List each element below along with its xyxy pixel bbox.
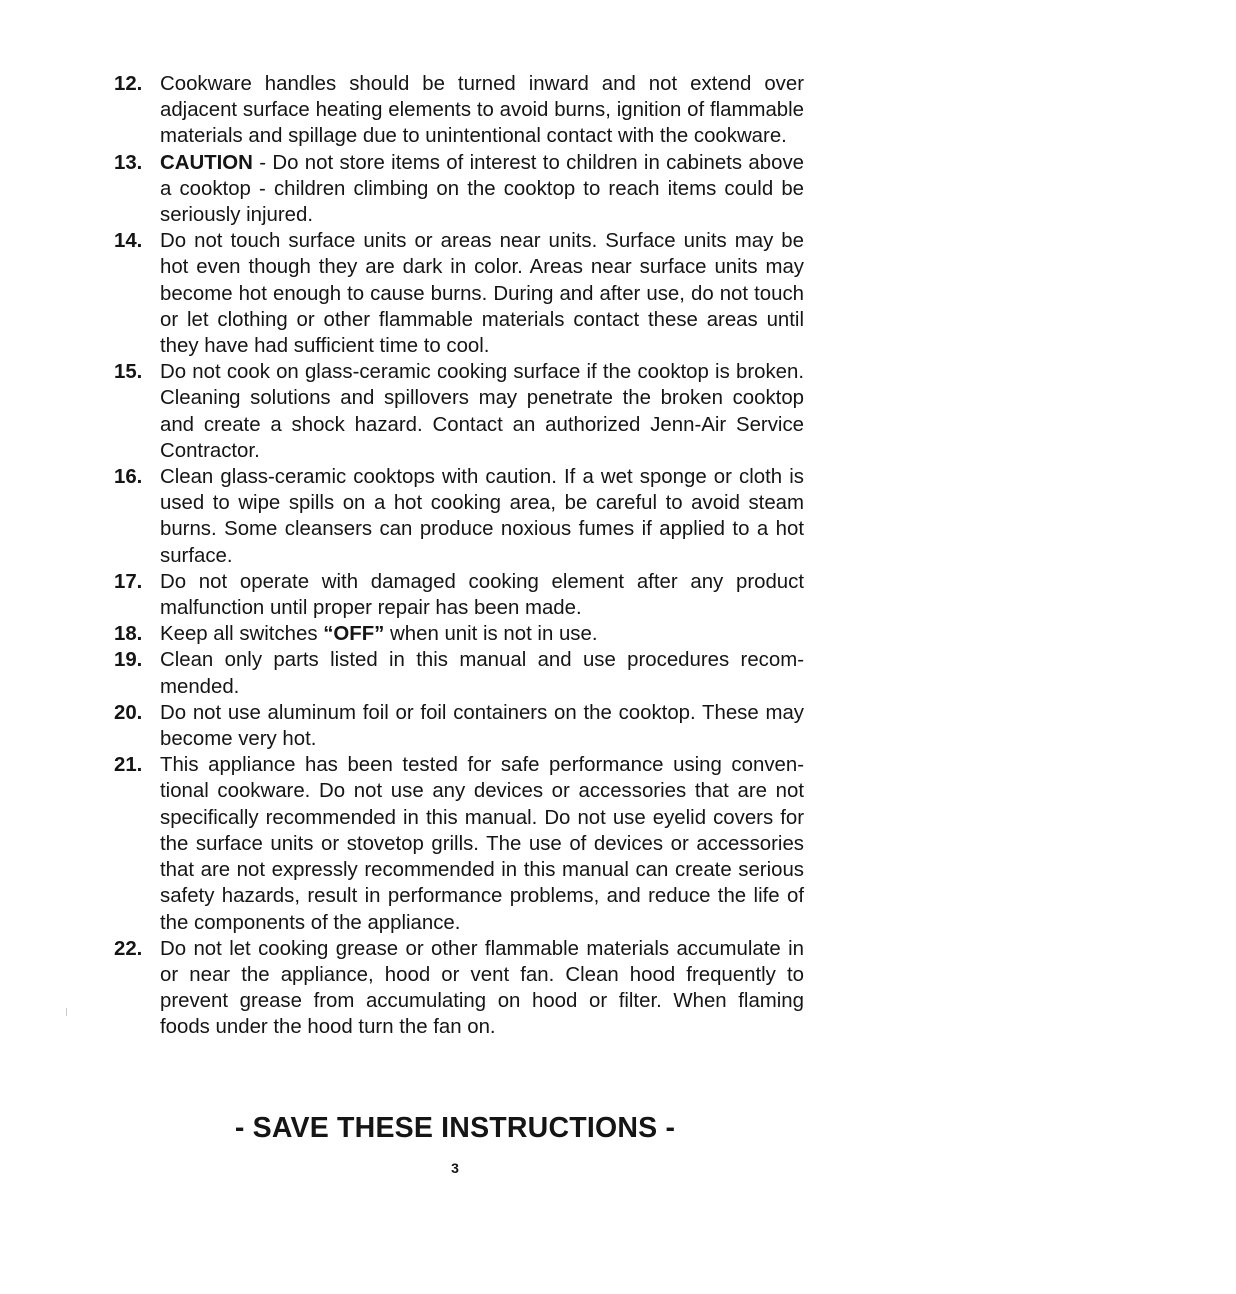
caution-label: CAUTION bbox=[160, 151, 253, 174]
list-item bbox=[114, 359, 804, 464]
item-text bbox=[160, 623, 598, 645]
item-number: 21. bbox=[114, 754, 143, 777]
item-text: Do not cook on glass-ceramic cooking surface if the cooktop is broken. Cleaning solutions and spillovers may penetrate the broken cooktop and create a shock hazard. Contact an authorized Jenn-Air Service Contractor. bbox=[160, 361, 804, 462]
list-item bbox=[114, 150, 804, 229]
item-number: 17. bbox=[114, 570, 143, 593]
item-text: Do not use aluminum foil or foil containers on the cooktop. These may become very hot. bbox=[160, 701, 804, 751]
save-instructions-heading: - SAVE THESE INSTRUCTIONS - bbox=[234, 1112, 676, 1144]
item-number: 15. bbox=[114, 361, 143, 384]
list-item bbox=[114, 752, 804, 935]
list-item bbox=[114, 936, 804, 1041]
item-text: Clean glass-ceramic cooktops with caution. If a wet sponge or cloth is used to wipe spills on a hot cooking area, be careful to avoid steam burns. Some cleansers can produce noxious fumes if applied to a hot surface. bbox=[160, 466, 804, 567]
item-text: Clean only parts listed in this manual and use procedures recommended. bbox=[160, 649, 804, 698]
item-number: 20. bbox=[114, 701, 143, 724]
list-item bbox=[114, 228, 804, 359]
item-number: 14. bbox=[114, 230, 143, 253]
item-text-body: - Do not store items of interest to children in cabinets above a cooktop - children climbing on the cooktop to reach items could be seriously injured. bbox=[160, 151, 804, 227]
item-text-after: when unit is not in use. bbox=[384, 623, 598, 646]
scan-speck bbox=[66, 1008, 67, 1016]
item-text: Do not touch surface units or areas near units. Surface units may be hot even though they are dark in color. Areas near surface units may become hot enough to cause burns. During and after use, do not touch or let clothing or other flammable materials contact these areas until they have had sufficient time to cool. bbox=[160, 230, 804, 358]
off-label: “OFF” bbox=[323, 623, 385, 646]
item-text-before: Keep all switches bbox=[160, 623, 324, 646]
safety-instructions-list bbox=[114, 71, 804, 1041]
item-number: 18. bbox=[114, 623, 143, 646]
item-number: 16. bbox=[114, 466, 143, 489]
item-text: Do not operate with damaged cooking element after any product malfunction until proper repair has been made. bbox=[160, 570, 804, 620]
list-item bbox=[114, 71, 804, 150]
item-text bbox=[160, 152, 804, 226]
item-text: Do not let cooking grease or other flammable materials accumulate in or near the appliance, hood or vent fan. Clean hood frequently to prevent grease from accumulating on hood or filter. When flaming foods under the hood turn the fan on. bbox=[160, 937, 804, 1039]
item-number: 19. bbox=[114, 649, 143, 672]
item-text: Cookware handles should be turned inward and not extend over adjacent surface heating elements to avoid burns, ignition of flammable materials and spillage due to unintentional contact with the cookware. bbox=[160, 73, 804, 148]
list-item bbox=[114, 621, 804, 647]
item-number: 12. bbox=[114, 73, 143, 95]
list-item bbox=[114, 700, 804, 752]
item-text: This appliance has been tested for safe performance using conventional cookware. Do not use any devices or accessories that are not specifically recommended in this manual. Do not use eyelid covers for the surface units or stovetop grills. The use of devices or accessories that are not expressly recommended in this manual can create serious safety hazards, result in performance problems, and reduce the life of the components of the appliance. bbox=[160, 754, 804, 934]
list-item bbox=[114, 647, 804, 699]
page-number: 3 bbox=[451, 1160, 459, 1176]
item-number: 13. bbox=[114, 151, 143, 174]
list-item bbox=[114, 464, 804, 569]
item-number: 22. bbox=[114, 937, 143, 960]
list-item bbox=[114, 569, 804, 621]
